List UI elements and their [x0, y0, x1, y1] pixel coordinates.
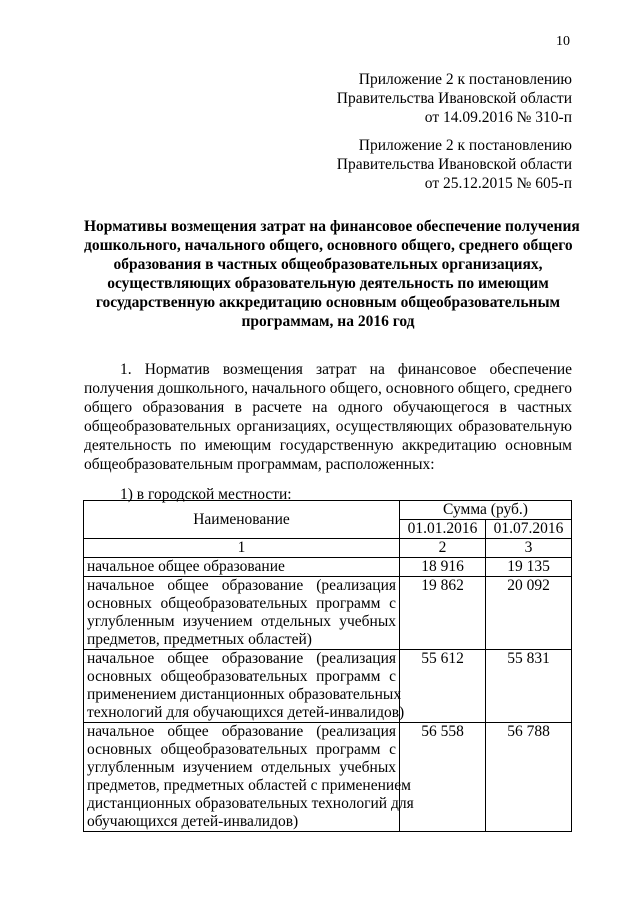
row-name-line: углубленным изучением отдельных учебных [87, 613, 396, 630]
row-name-line: основных общеобразовательных программ с [87, 741, 396, 758]
row-name [84, 650, 405, 723]
row-name-line: основных общеобразовательных программ с [87, 595, 396, 612]
appendix-line: от 25.12.2015 № 605-п [424, 175, 572, 192]
title-line: осуществляющих образовательную деятельность по имеющим [107, 275, 549, 292]
row-name-line: предметов, предметных областей с применением [87, 777, 411, 794]
appendix-note-current [337, 70, 572, 127]
table-column-numbers-row [84, 539, 572, 558]
paragraph-line: получения дошкольного, начального общего, основного общего, среднего [84, 380, 572, 397]
table-header-row [84, 501, 572, 520]
row-name [84, 723, 414, 832]
subsection-heading: 1) в городской местности: [120, 486, 292, 503]
page-number: 10 [556, 34, 570, 49]
appendix-line: Правительства Ивановской области [336, 156, 572, 173]
row-name-line: начальное общее образование (реализация [87, 650, 396, 667]
row-name [84, 558, 400, 577]
paragraph-line: деятельность по имеющим государственную аккредитацию основным [84, 437, 572, 454]
row-name-line: дистанционных образовательных технологий для [87, 795, 414, 812]
table-row [84, 577, 572, 650]
header-date-1: 01.01.2016 [400, 520, 486, 539]
title-line: образования в частных общеобразовательных организациях, [113, 256, 543, 273]
row-name-line: основных общеобразовательных программ с [87, 668, 396, 685]
title-line: государственную аккредитацию основным общеобразовательным [95, 294, 561, 311]
row-value-date-2: 19 135 [486, 558, 572, 577]
row-name-line: начальное общее образование [87, 558, 285, 575]
row-value-date-2: 55 831 [486, 650, 572, 723]
table-row [84, 650, 572, 723]
paragraph-line: общеобразовательным программам, расположенных: [84, 456, 435, 473]
row-value-date-2: 56 788 [486, 723, 572, 832]
header-sum: Сумма (руб.) [400, 501, 572, 520]
row-name [84, 577, 400, 650]
row-value-date-1: 55 612 [400, 650, 486, 723]
norms-table [83, 500, 572, 832]
table-row [84, 558, 572, 577]
column-number: 3 [486, 539, 572, 558]
row-name-line: начальное общее образование (реализация [87, 723, 396, 740]
row-name-line: начальное общее образование (реализация [87, 577, 396, 594]
row-name-line: предметов, предметных областей) [87, 631, 312, 648]
row-value-date-1: 56 558 [400, 723, 486, 832]
column-number: 1 [84, 539, 400, 558]
column-number: 2 [400, 539, 486, 558]
title-line: дошкольного, начального общего, основного общего, среднего общего [84, 237, 573, 254]
appendix-line: Приложение 2 к постановлению [358, 71, 572, 88]
title-line: Нормативы возмещения затрат на финансовое обеспечение получения [84, 218, 580, 235]
row-value-date-1: 19 862 [400, 577, 486, 650]
paragraph-line: общего образования в расчете на одного обучающегося в частных [84, 399, 572, 416]
paragraph-line: общеобразовательных организациях, осуществляющих образовательную [84, 418, 572, 435]
table-row [84, 723, 572, 832]
header-name: Наименование [84, 501, 400, 539]
appendix-note-original [337, 136, 572, 193]
row-name-line: технологий для обучающихся детей-инвалидов) [87, 704, 405, 721]
row-name-line: применением дистанционных образовательных [87, 686, 402, 703]
header-date-2: 01.07.2016 [486, 520, 572, 539]
row-name-line: углубленным изучением отдельных учебных [87, 759, 396, 776]
paragraph-line: 1. Норматив возмещения затрат на финансовое обеспечение [120, 361, 572, 378]
appendix-line: от 14.09.2016 № 310-п [424, 109, 572, 126]
row-value-date-1: 18 916 [400, 558, 486, 577]
appendix-line: Приложение 2 к постановлению [358, 137, 572, 154]
appendix-line: Правительства Ивановской области [336, 90, 572, 107]
row-name-line: обучающихся детей-инвалидов) [87, 813, 299, 830]
title-line: программам, на 2016 год [241, 313, 415, 330]
row-value-date-2: 20 092 [486, 577, 572, 650]
document-title [84, 217, 580, 331]
paragraph-1 [84, 360, 572, 474]
